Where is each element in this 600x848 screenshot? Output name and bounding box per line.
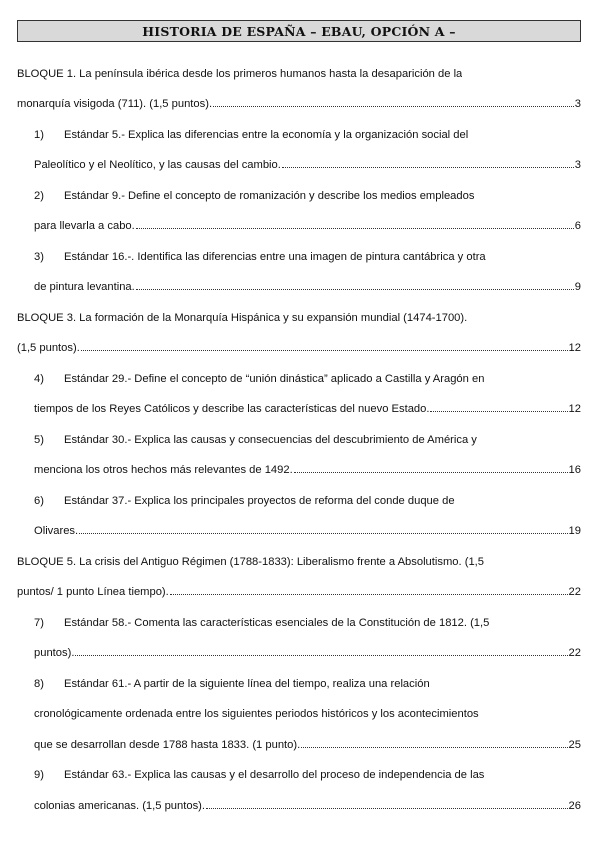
toc-page-number: 19 [568,525,581,537]
toc-page-number: 6 [574,220,581,232]
toc-line-text: para llevarla a cabo. [34,220,135,232]
toc-line [17,601,581,632]
toc-line-text: tiempos de los Reyes Católicos y describe las características del nuevo Estado. [34,403,430,415]
toc-line [17,540,581,571]
toc-line [17,510,581,541]
toc-line-text: Estándar 9.- Define el concepto de romanización y describe los medios empleados [64,189,475,202]
toc-line-text: Estándar 29.- Define el concepto de “unión dinástica” aplicado a Castilla y Aragón en [64,372,485,385]
toc-line [17,357,581,388]
toc-line [17,327,581,358]
toc-line-text: Estándar 5.- Explica las diferencias entre la economía y la organización social del [64,128,469,141]
toc-page-number: 12 [568,403,581,415]
toc-line [17,144,581,175]
dot-leader [136,227,574,229]
toc-item-number: 1) [34,128,44,141]
toc-line-text: Estándar 58.- Comenta las características esenciales de la Constitución de 1812. (1,5 [64,616,490,629]
dot-leader [170,593,568,595]
toc-item-number: 3) [34,250,44,263]
toc-line [17,479,581,510]
toc-line-text: menciona los otros hechos más relevantes de 1492. [34,464,293,476]
toc-page-number: 12 [568,342,581,354]
toc-line-text: colonias americanas. (1,5 puntos). [34,799,206,812]
toc-page-number: 22 [568,647,581,659]
toc-line-text: Estándar 63.- Explica las causas y el desarrollo del proceso de independencia de las [64,769,485,781]
dot-leader [206,807,568,809]
toc-page-number: 9 [574,281,581,293]
toc-item-number: 2) [34,189,44,202]
toc-page-number: 22 [568,586,581,598]
toc-line-text: BLOQUE 3. La formación de la Monarquía Hispánica y su expansión mundial (1474-1700). [17,311,468,324]
toc-line-text: puntos). [34,647,75,659]
dot-leader [81,349,568,351]
dot-leader [294,471,568,473]
toc-line [17,235,581,266]
toc-line-text: de pintura levantina. [34,281,135,293]
toc-line [17,205,581,236]
toc-line [17,754,581,785]
toc-line [17,296,581,327]
toc-page-number: 26 [568,799,581,812]
dot-leader [136,288,574,290]
dot-leader [430,410,567,412]
dot-leader [79,532,567,534]
toc-line-text: monarquía visigoda (711). (1,5 puntos). [17,98,213,110]
toc-line [17,113,581,144]
toc-item-number: 8) [34,677,44,690]
toc-line-text: Estándar 16.-. Identifica las diferencias entre una imagen de pintura cantábrica y otra [64,250,486,263]
dot-leader [301,746,567,748]
toc-page-number: 3 [574,159,581,171]
toc-line [17,632,581,663]
toc-line-text: Estándar 30.- Explica las causas y consecuencias del descubrimiento de América y [64,433,477,446]
toc-item-number: 6) [34,494,44,507]
toc-line [17,449,581,480]
document-title-box [17,20,581,42]
toc-line [17,174,581,205]
toc-line-text: cronológicamente ordenada entre los siguientes periodos históricos y los acontecimientos [34,708,479,720]
document-title: HISTORIA DE ESPAÑA – EBAU, OPCIÓN A – [142,23,456,39]
toc-line-text: (1,5 puntos). [17,342,80,354]
toc-line-text: puntos/ 1 punto Línea tiempo). [17,586,169,598]
toc-line [17,571,581,602]
toc-item-number: 4) [34,372,44,385]
toc-line-text: Paleolítico y el Neolítico, y las causas del cambio. [34,159,281,171]
toc-page-number: 3 [574,98,581,110]
toc-line [17,83,581,114]
dot-leader [282,166,574,168]
toc-line [17,784,581,815]
toc-line [17,418,581,449]
toc-item-number: 5) [34,433,44,446]
toc-item-number: 7) [34,616,44,629]
toc-page-number: 25 [568,738,581,751]
table-of-contents [17,52,581,815]
toc-item-number: 9) [34,769,44,781]
toc-line [17,723,581,754]
toc-line-text: BLOQUE 1. La península ibérica desde los primeros humanos hasta la desaparición de la [17,67,463,80]
toc-line [17,266,581,297]
dot-leader [75,654,567,656]
toc-line-text: Estándar 61.- A partir de la siguiente línea del tiempo, realiza una relación [64,677,430,690]
toc-line [17,662,581,693]
toc-line [17,52,581,83]
toc-line-text: Olivares. [34,525,79,537]
toc-line-text: que se desarrollan desde 1788 hasta 1833. (1 punto). [34,738,301,751]
toc-line [17,693,581,724]
toc-line-text: Estándar 37.- Explica los principales proyectos de reforma del conde duque de [64,494,455,507]
toc-page-number: 16 [568,464,581,476]
toc-line [17,388,581,419]
toc-line-text: BLOQUE 5. La crisis del Antiguo Régimen (1788-1833): Liberalismo frente a Absolutismo. (1,5 [17,555,485,568]
dot-leader [213,105,574,107]
